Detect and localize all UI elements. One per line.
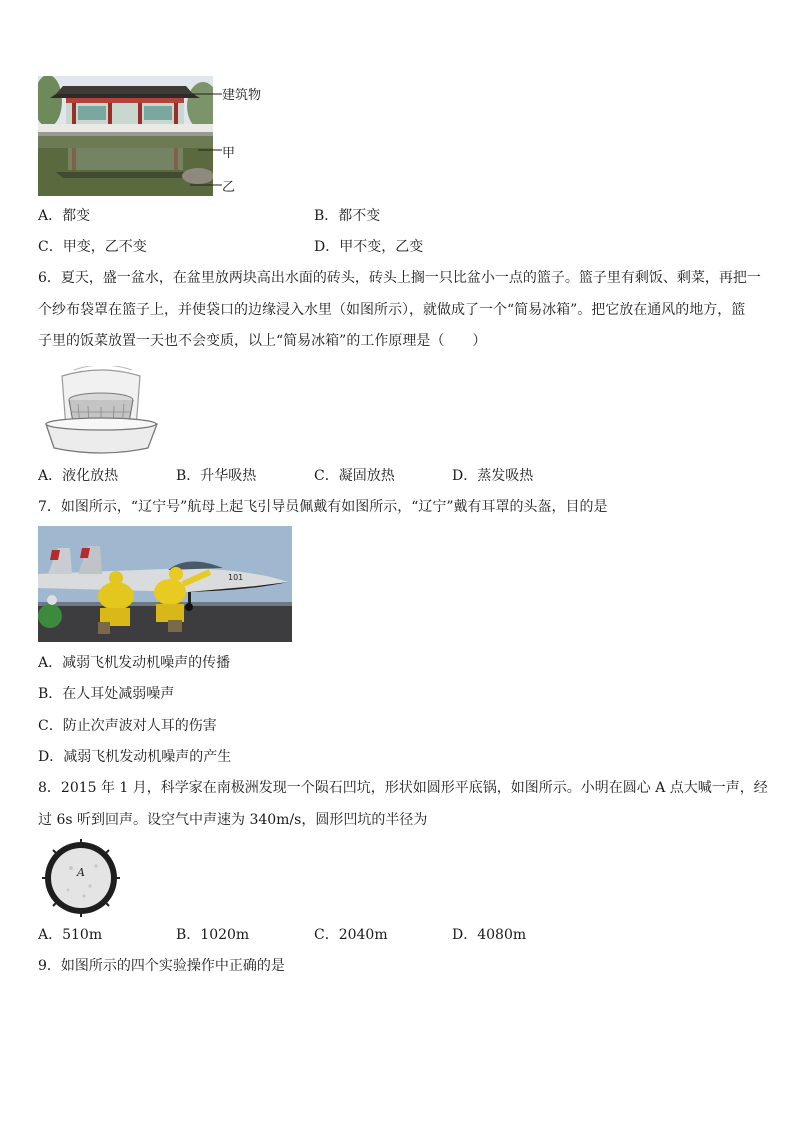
crater-figure [38,838,124,918]
simple-fridge-figure [44,366,159,456]
q8-option-c: C．2040m [314,927,388,943]
q5-option-a: A．都变 [38,208,91,224]
q6-option-d: D．蒸发吸热 [452,468,534,484]
crater-center-label: A [77,866,85,879]
q6-line-3: 子里的饭菜放置一天也不会变质，以上“简易冰箱”的工作原理是（ ） [38,333,487,349]
q6-line-2: 个纱布袋罩在篮子上，并使袋口的边缘浸入水里（如图所示），就做成了一个“简易冰箱”。把它放在通风的地方，篮 [38,302,746,318]
q6-line-1: 6．夏天，盛一盆水，在盆里放两块高出水面的砖头，砖头上搁一只比盆小一点的篮子。篮子里有剩饭、剩菜，再把一 [38,270,761,286]
label-yi: 乙 [222,180,236,195]
q7-option-a: A．减弱飞机发动机噪声的传播 [38,655,231,671]
q5-option-d: D．甲不变，乙变 [314,239,424,255]
q7-option-b: B．在人耳处减弱噪声 [38,686,175,702]
pavilion-figure [38,76,213,196]
q6-option-a: A．液化放热 [38,468,119,484]
q8-option-a: A．510m [38,927,103,943]
q5-option-b: B．都不变 [314,208,381,224]
q9-stem: 9．如图所示的四个实验操作中正确的是 [38,958,285,974]
q5-option-c: C．甲变，乙不变 [38,239,147,255]
q8-line-1: 8．2015 年 1 月，科学家在南极洲发现一个陨石凹坑，形状如圆形平底锅，如图所示。小明在圆心 A 点大喊一声，经 [38,780,768,796]
q8-option-d: D．4080m [452,927,527,943]
q6-option-b: B．升华吸热 [176,468,257,484]
q7-option-c: C．防止次声波对人耳的伤害 [38,718,217,734]
q8-option-b: B．1020m [176,927,250,943]
q8-line-2: 过 6s 听到回声。设空气中声速为 340m/s，圆形凹坑的半径为 [38,812,428,828]
label-building: 建筑物 [222,88,262,103]
q6-option-c: C．凝固放热 [314,468,395,484]
q7-stem: 7．如图所示，“辽宁号”航母上起飞引导员佩戴有如图所示，“辽宁”戴有耳罩的头盔，目的是 [38,499,608,515]
carrier-jet-figure [38,526,292,642]
q7-option-d: D．减弱飞机发动机噪声的产生 [38,749,232,765]
label-jia: 甲 [222,146,236,161]
jet-number: 101 [228,573,244,582]
